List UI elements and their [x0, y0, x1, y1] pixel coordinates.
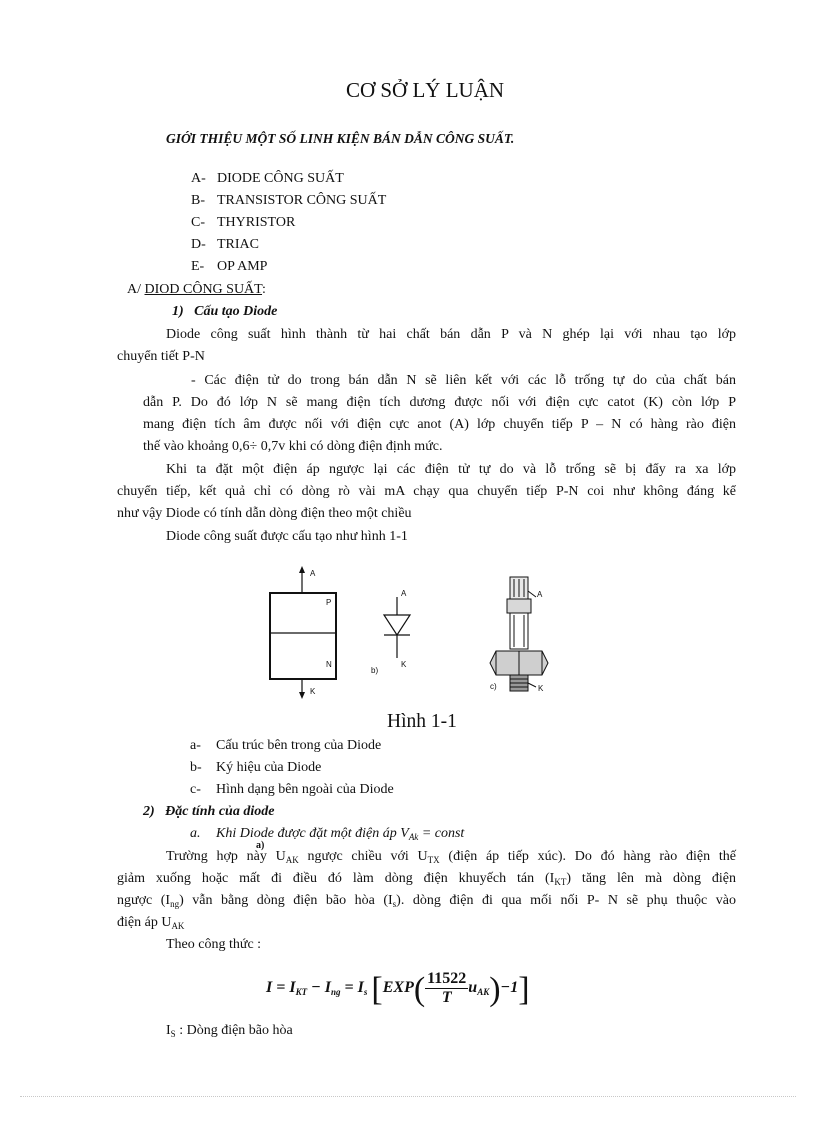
paragraph-line: Diode công suất hình thành từ hai chất bán dẫn P và N ghép lại với nhau tạo lớp [166, 327, 736, 342]
svg-text:c): c) [490, 682, 497, 691]
list-item: b- Ký hiệu của Diode [190, 760, 322, 775]
paragraph-line: điện áp $U_{AK}$ [117, 915, 185, 931]
section-1-heading: 1) Cấu tạo Diode [172, 304, 278, 319]
paragraph-line: ngược $(I_{ng})$ vẫn bằng dòng điện bão hòa $(I_s)$. dòng điện đi qua mối nối P- N sẽ phụ thuộc vào [117, 893, 737, 909]
page-title: CƠ SỞ LÝ LUẬN [345, 78, 505, 102]
paragraph-line: Khi ta đặt một điện áp ngược lại các điện tử tự do và lỗ trống sẽ bị đẩy ra xa lớp [166, 462, 736, 477]
paragraph-line: Theo công thức : [166, 937, 262, 952]
list-item: c- Hình dạng bên ngoài của Diode [190, 782, 394, 797]
diode-structure-diagram [270, 566, 336, 699]
label-anode: A [310, 569, 316, 578]
paragraph-line: chuyển tiết P-N [117, 349, 205, 364]
diode-symbol-icon [384, 597, 410, 658]
list-item: C- THYRISTOR [191, 215, 296, 230]
section-2-heading: 2) Đặc tính của diode [143, 804, 275, 819]
section-a-heading: A/ DIOD CÔNG SUẤT: [127, 282, 266, 297]
figure-caption: Hình 1-1 [387, 711, 457, 732]
section-2a-heading: a. Khi Diode được đặt một điện áp $V_{Ak}$ = const [190, 826, 465, 842]
page-subtitle: GIỚI THIỆU MỘT SỐ LINH KIỆN BÁN DẪN CÔNG SUẤT. [166, 131, 515, 146]
list-item: A- DIODE CÔNG SUẤT [191, 171, 344, 186]
label-n: N [326, 660, 332, 669]
list-item: D- TRIAC [191, 237, 259, 252]
svg-text:A: A [537, 590, 543, 599]
paragraph-line: giảm xuống hoặc mất đi điều đó làm dòng điện khuyếch tán $(I_{KT})$ tăng lên mà dòng điện [117, 871, 737, 887]
label-p: P [326, 598, 332, 607]
svg-text:K: K [538, 684, 544, 693]
stray-label: a) [256, 840, 265, 851]
paragraph-line: - Các điện tử do trong bán dẫn N sẽ liên kết với các lỗ trống tự do của chất bán [191, 373, 736, 388]
paragraph-line: như vậy Diode có tính dẫn dòng điện theo một chiều [117, 506, 412, 521]
svg-text:A: A [401, 589, 407, 598]
definition-line: $I_S$ : Dòng điện bão hòa [166, 1023, 293, 1039]
svg-text:b): b) [371, 666, 379, 675]
list-item: E- OP AMP [191, 259, 268, 274]
paragraph-line: mang điện tích âm được nối với điện cực anot (A) lớp chuyển tiếp P – N có hàng rào điện [143, 417, 736, 432]
label-cathode: K [310, 687, 316, 696]
list-item: a- Cấu trúc bên trong của Diode [190, 738, 382, 753]
page-bottom-rule [20, 1096, 796, 1097]
paragraph-line: Trường hợp này $U_{AK}$ ngược chiều với $U_{TX}$ (điện áp tiếp xúc). Do đó hàng rào điện thế [166, 849, 736, 865]
figure-1-1 [260, 563, 570, 705]
formula: $I = I_{KT} - I_{ng} = I_s$ [EXP( $\frac{11522}{T}$ $u_{AK})-1$] [266, 970, 530, 1009]
paragraph-line: Diode công suất được cấu tạo như hình 1-1 [166, 529, 408, 544]
svg-text:K: K [401, 660, 407, 669]
list-item: B- TRANSISTOR CÔNG SUẤT [191, 193, 387, 208]
paragraph-line: dẫn P. Do đó lớp N sẽ mang điện tích dương được nối với điện cực catot (K) còn lớp P [143, 395, 736, 410]
paragraph-line: chuyển tiếp, kết quả chỉ có dòng rò vài mA chạy qua chuyển tiếp P-N coi như không đáng kể [117, 484, 736, 499]
paragraph-line: thế vào khoảng 0,6÷ 0,7v khi có dòng điện định mức. [143, 439, 443, 454]
